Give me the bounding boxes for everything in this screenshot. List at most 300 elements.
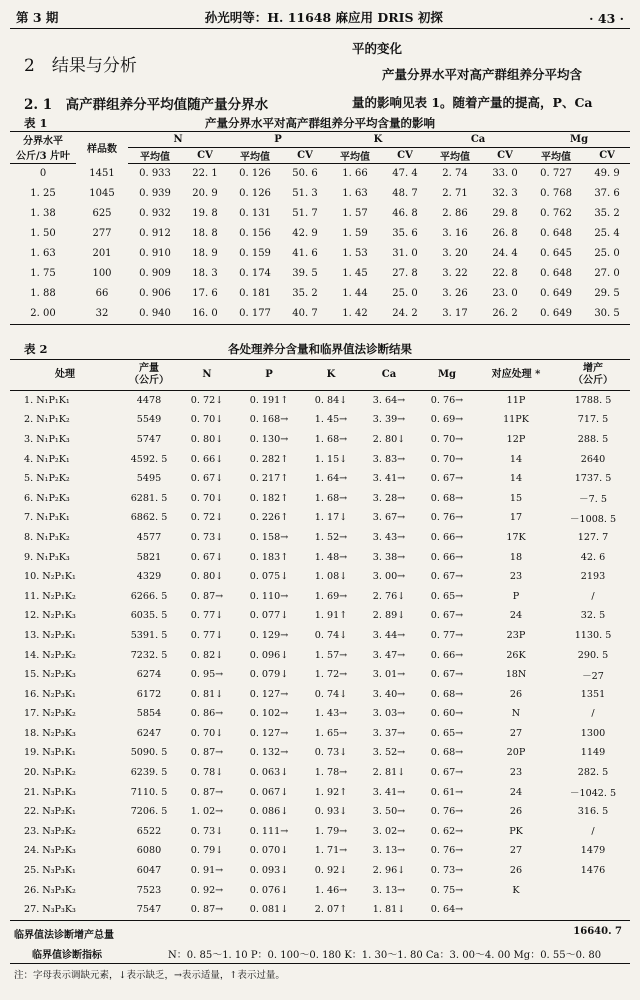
table2-cell: 6522 [136,825,162,837]
table2-cell: 1. 02→ [190,806,224,818]
table1-cell: 26. 8 [492,228,518,239]
table2-cell: 3. 13→ [372,845,406,857]
table2-cell: 18 [509,551,523,563]
table1-cell: 1. 42 [328,304,382,325]
table2-cell: 0. 67→ [430,669,464,681]
table2-cell: 0. 64→ [418,900,476,920]
table1-cell: 39. 5 [292,268,318,279]
table1-cell: 201 [92,248,112,259]
table2-cell: P [512,590,520,602]
table2-treatment: 25. N₃P₃K₁ [24,865,76,877]
table1-cell: 0. 126 [239,168,271,179]
table2-treatment: 11. N₂P₁K₂ [24,590,76,602]
table1-cell: 3. 22 [442,268,468,279]
table2-cell: 5090. 5 [130,747,168,759]
table2-cell: 0. 130→ [249,433,289,445]
issue-number: 第 3 期 [16,10,59,25]
table2-cell: 0. 69→ [430,414,464,426]
table2 [10,359,630,921]
page-number: · 43 · [589,11,624,26]
table2-row [10,861,630,881]
table1-cell: 1. 25 [30,188,56,199]
table2-cell: 0. 76→ [430,806,464,818]
table2-cell: 282. 5 [577,767,609,779]
table2-cell: 3. 38→ [372,551,406,563]
table2-treatment: 16. N₂P₃K₁ [24,688,76,700]
table2-cell: 6239. 5 [130,767,168,779]
table2-cell: 11PK [503,414,529,426]
table2-cell: 0. 66→ [430,531,464,543]
table1-cell: 41. 6 [292,248,318,259]
table2-cell: 0. 158→ [249,531,289,543]
table2-cell: 7206. 5 [130,806,168,818]
table1-cell: 1. 44 [342,288,368,299]
table1-nutrient-header: N [128,132,228,148]
table1-cell: 0. 126 [239,188,271,199]
table1-cell: 0. 910 [139,248,171,259]
table2-treatment: 10. N₂P₁K₁ [24,571,76,583]
table2-cell: 2. 89↓ [372,610,406,622]
table2-cell: 1479 [580,845,606,857]
table2-cell: 0. 070↓ [249,845,289,857]
table2-cell: 0. 72↓ [190,512,224,524]
table1-label: 表 1 [24,116,48,130]
table2-cell: 1. 81↓ [360,900,418,920]
table2-cell: 1. 48→ [314,551,348,563]
table1-cell: 0. 939 [139,188,171,199]
table2-cell: 2. 81↓ [372,767,406,779]
table1-row [10,224,630,244]
table2-cell: 5549 [136,414,162,426]
table1-cell: 35. 2 [292,288,318,299]
table2-cell: 1130. 5 [574,629,612,641]
table2-treatment: 7. N₁P₃K₁ [24,512,70,524]
table2-cell: 0. 081↓ [236,900,302,920]
table2-cell: 5821 [136,551,162,563]
table1-cell: 1. 38 [30,208,56,219]
table2-cell: 288. 5 [577,433,609,445]
table1-cell: 66 [95,288,109,299]
table1-col-level-unit: 公斤/3 片叶 [10,147,76,163]
table2-cell: 6281. 5 [130,492,168,504]
table2-header: 产量 （公斤） [120,359,178,390]
table2-header: 处理 [10,359,120,390]
table2-cell: 0. 66→ [430,551,464,563]
table1-cell: 0. 131 [239,208,271,219]
table1-sub-mean: 平均值 [328,147,382,163]
table2-cell: 0. 60→ [430,708,464,720]
table2-cell: 0. 77→ [430,629,464,641]
table2-treatment: 8. N₁P₃K₂ [24,531,70,543]
index-row [10,943,630,964]
table2-header: K [302,359,360,390]
table2-header: 增产 （公斤） [556,359,630,390]
table2-cell: 0. 65→ [430,727,464,739]
table2-cell: 2640 [580,453,606,465]
table1-cell: 0. 933 [139,168,171,179]
table2-cell: 0. 86→ [190,708,224,720]
table2-cell: 1. 45→ [314,414,348,426]
table2-cell: 0. 92→ [190,884,224,896]
table2-row [10,508,630,528]
table2-cell: 3. 41→ [372,473,406,485]
table2-cell: 1. 68→ [314,492,348,504]
table1-row [10,264,630,284]
table2-cell: －7. 5 [579,494,607,506]
table1-cell: 0. 649 [540,288,572,299]
table1-row [10,304,630,325]
table2-row [10,724,630,744]
running-header [10,0,630,29]
table1-cell: 0. 645 [540,248,572,259]
table2-row [10,645,630,665]
table1-cell: 1. 63 [30,248,56,259]
table1-cell: 2. 00 [10,304,76,325]
table1-cell: 37. 6 [594,188,620,199]
table1-cell: 3. 16 [442,228,468,239]
table2-cell: 14 [509,473,523,485]
table2-cell: 0. 127→ [249,727,289,739]
table2-cell: 0. 67→ [430,473,464,485]
table2-treatment: 4. N₁P₂K₁ [24,453,70,465]
table2-header: N [178,359,236,390]
table2-cell: 1. 46→ [314,884,348,896]
table2-cell: 3. 02→ [372,825,406,837]
table1-row [10,163,630,184]
table2-row [10,900,630,920]
table2-cell: 6080 [136,845,162,857]
table2-cell: 1. 72→ [314,669,348,681]
table1-col-samples: 样品数 [76,132,128,164]
table2-cell: 717. 5 [577,414,609,426]
table1-nutrient-header: Ca [428,132,528,148]
table2-cell: 0. 75→ [430,884,464,896]
table2-cell: 24 [509,610,523,622]
table2-cell: 0. 73↓ [190,531,224,543]
table1-cell: 0. 762 [540,208,572,219]
table1-caption-row [10,113,630,131]
table2-cell: 18N [505,669,527,681]
table2-cell: 1149 [580,747,606,759]
table2-cell: 3. 43→ [372,531,406,543]
table2-cell: 0. 93↓ [314,806,348,818]
table2-header: Mg [418,359,476,390]
table1-cell: 1. 53 [342,248,368,259]
table1-cell: 0. 906 [139,288,171,299]
table1-cell: 51. 7 [292,208,318,219]
table2-cell: 1300 [580,727,606,739]
table2-cell: 4329 [136,571,162,583]
table2-cell: 0. 70→ [430,453,464,465]
table2-cell: 7523 [136,884,162,896]
table1-nutrient-header: Mg [528,132,630,148]
table2-cell: 6274 [136,669,162,681]
table2-cell [476,900,556,920]
table2-cell: 0. 075↓ [249,571,289,583]
index-label: 临界值诊断指标 [32,949,102,961]
table2-cell: 0. 87→ [190,747,224,759]
total-value: 16640. 7 [573,925,622,937]
table2-cell: 0. 70→ [430,433,464,445]
index-value: N：0. 85～1. 10 P：0. 100～0. 180 K：1. 30～1. 80 Ca：3. 00～4. 00 Mg：0. 55～0. 80 [168,949,602,961]
table2-cell: －1042. 5 [569,788,617,800]
table2-cell: 3. 83→ [372,453,406,465]
table1-sub-mean: 平均值 [528,147,584,163]
table2-treatment: 20. N₃P₁K₂ [24,767,76,779]
table2-cell: 1. 92↑ [314,786,348,798]
table1-cell: 50. 6 [292,168,318,179]
table2-cell: 1. 78→ [314,767,348,779]
table2-cell: 0. 102→ [249,708,289,720]
table2-cell: 12P [506,433,526,445]
table1-row [10,184,630,204]
table2-treatment: 27. N₃P₃K₃ [10,900,120,920]
table1-cell: 25. 0 [392,288,418,299]
table2-cell: 4478 [136,394,162,406]
table1-nutrient-header: P [228,132,328,148]
table1-cell: 35. 6 [392,228,418,239]
table2-cell: 27 [509,727,523,739]
table2-cell: 0. 093↓ [249,865,289,877]
table2-cell: 0. 127→ [249,688,289,700]
table1-cell: 16. 0 [182,304,228,325]
table1-cell: 0. 648 [540,268,572,279]
table2-cell: 5854 [136,708,162,720]
table2-cell: －1008. 5 [569,513,617,525]
table2-cell: 3. 00→ [372,571,406,583]
table2-cell: 32. 5 [580,610,606,622]
table1-cell: 0. 932 [139,208,171,219]
table2-treatment: 24. N₃P₂K₃ [24,845,76,857]
table2-cell: 3. 28→ [372,492,406,504]
table2-cell: 0. 67→ [430,610,464,622]
table2-row [10,586,630,606]
table2-treatment: 9. N₁P₃K₃ [24,551,70,563]
table2-cell: 0. 65→ [430,590,464,602]
table2-cell: 3. 39→ [372,414,406,426]
table2-cell: 26K [506,649,526,661]
table2-cell: 7232. 5 [130,649,168,661]
table2-cell: 0. 84↓ [314,394,348,406]
table1-sub-cv: CV [382,147,428,163]
table2-cell: 1. 65→ [314,727,348,739]
table2-cell: 5495 [136,473,162,485]
table2-row [10,626,630,646]
right-subtitle: 平的变化 [352,41,403,56]
table1-cell: 27. 8 [392,268,418,279]
table2-treatment: 13. N₂P₂K₁ [24,629,76,641]
table2-treatment: 12. N₂P₁K₃ [24,610,76,622]
table2-row [10,488,630,508]
table1-row [10,284,630,304]
table1-cell: 29. 8 [492,208,518,219]
table1-cell: 32 [76,304,128,325]
table2-cell: 1. 71→ [314,845,348,857]
table1-cell: 3. 26 [442,288,468,299]
total-row [10,921,630,943]
table2-cell: 15 [509,492,523,504]
table2-cell: 0. 282↑ [249,453,289,465]
table2-cell: 7547 [120,900,178,920]
table2-cell: 23P [506,629,526,641]
table2-cell: 1351 [580,688,606,700]
table2-cell: 0. 68→ [430,688,464,700]
table2-cell: 20P [506,747,526,759]
table2-cell: 3. 64→ [372,394,406,406]
table2-cell: 5747 [136,433,162,445]
table1-cell: 1. 45 [342,268,368,279]
table2-cell: 0. 76→ [430,394,464,406]
table2-cell: 0. 68→ [430,747,464,759]
table2-row [10,841,630,861]
table2-cell: 1. 15↓ [314,453,348,465]
table2-cell: 17K [506,531,526,543]
table2-cell: 26 [509,688,523,700]
table2-cell: 2. 76↓ [372,590,406,602]
table2-cell: 0. 079↓ [249,669,289,681]
table1-cell: 0. 940 [128,304,182,325]
table2-row [10,449,630,469]
table2-cell: 6172 [136,688,162,700]
table2-cell: 24 [509,786,523,798]
table2-cell: 290. 5 [577,649,609,661]
table2-row [10,606,630,626]
table2-cell: 6266. 5 [130,590,168,602]
table2-cell: N [511,708,521,720]
table2-cell: 0. 67↓ [190,551,224,563]
table1-cell: 33. 0 [492,168,518,179]
table2-cell: 0. 70↓ [190,414,224,426]
table2-cell: 3. 03→ [372,708,406,720]
table2-cell: 0. 063↓ [249,767,289,779]
table2-cell: 0. 91→ [190,865,224,877]
table2-cell: 2. 80↓ [372,433,406,445]
subsection-title: 2. 1 高产群组养分平均值随产量分界水 [24,97,269,113]
total-label: 临界值法诊断增产总量 [14,929,114,941]
table2-cell: 3. 50→ [372,806,406,818]
table2-cell: 42. 6 [580,551,606,563]
section-title: 2 结果与分析 [24,56,137,76]
table2-header: 对应处理 * [476,359,556,390]
table2-cell: 0. 77↓ [190,610,224,622]
table1-cell: 3. 20 [442,248,468,259]
table2-treatment: 22. N₃P₂K₁ [24,806,76,818]
table2-cell: 0. 129→ [249,629,289,641]
table2-cell: 0. 168→ [249,414,289,426]
table2-cell: 3. 41→ [372,786,406,798]
table2-cell: 1. 08↓ [314,571,348,583]
table1-cell: 1. 66 [342,168,368,179]
table1-cell: 0. 649 [528,304,584,325]
table1-cell: 27. 0 [594,268,620,279]
table2-treatment: 26. N₃P₃K₂ [24,884,76,896]
table1-cell: 0. 159 [239,248,271,259]
table2-cell: 2193 [580,571,606,583]
table2-cell: 0. 73↓ [190,825,224,837]
table1-sub-cv: CV [182,147,228,163]
running-title: 孙光明等：H. 11648 麻应用 DRIS 初探 [204,10,443,25]
table2-cell: 0. 81↓ [190,688,224,700]
table1-cell: 47. 4 [392,168,418,179]
table2-cell: 2. 96↓ [372,865,406,877]
table1-cell: 0. 909 [139,268,171,279]
table2-cell: 0. 87→ [190,786,224,798]
table2-row [10,802,630,822]
table2-cell: 0. 076↓ [249,884,289,896]
table1-cell: 46. 8 [392,208,418,219]
table1-cell: 35. 2 [594,208,620,219]
table2-cell: 0. 110→ [249,590,289,602]
table1-cell: 2. 74 [442,168,468,179]
table2-cell: / [591,825,595,837]
table2-cell: 127. 7 [577,531,609,543]
table2-treatment: 5. N₁P₂K₂ [24,473,70,485]
table2-cell: 0. 79↓ [190,845,224,857]
table1-cell: 32. 3 [492,188,518,199]
table2-row [10,743,630,763]
table2-cell: 0. 77↓ [190,629,224,641]
table1-row [10,204,630,224]
table2-cell: 4592. 5 [130,453,168,465]
table2-row [10,684,630,704]
table2-treatment: 3. N₁P₁K₃ [24,433,70,445]
table2-cell [556,900,630,920]
table1-cell: 0 [39,168,47,179]
table2-cell: 3. 47→ [372,649,406,661]
table2-treatment: 21. N₃P₁K₃ [24,786,76,798]
table2-cell: K [512,884,520,896]
table2-cell: 0. 67→ [430,767,464,779]
table1-sub-mean: 平均值 [428,147,482,163]
table1-cell: 22. 8 [492,268,518,279]
table2-cell: 1. 43→ [314,708,348,720]
table1-cell: 31. 0 [392,248,418,259]
table1-cell: 1451 [89,167,115,179]
table2-cell: 0. 111→ [249,825,289,837]
table1-cell: 1. 59 [342,228,368,239]
table2-row [10,665,630,685]
table1-cell: 26. 2 [482,304,528,325]
table2-cell: 0. 80↓ [190,571,224,583]
table2-cell: 0. 66→ [430,649,464,661]
table2-cell: 1. 17↓ [314,512,348,524]
table1-cell: 42. 9 [292,228,318,239]
table2-cell: 0. 82↓ [190,649,224,661]
table1-cell: 0. 156 [239,228,271,239]
table1-cell: 0. 174 [239,268,271,279]
table1 [10,131,630,325]
table2-cell: 0. 086↓ [249,806,289,818]
table2-cell: 0. 95→ [190,669,224,681]
table2-cell: 2. 07↑ [302,900,360,920]
table1-cell: 1. 88 [30,288,56,299]
table2-cell: 14 [509,453,523,465]
table2-row [10,430,630,450]
table1-cell: 17. 6 [192,288,218,299]
table1-cell: 18. 8 [192,228,218,239]
table2-treatment: 18. N₂P₃K₃ [24,727,76,739]
table1-cell: 48. 7 [392,188,418,199]
table2-cell: 3. 52→ [372,747,406,759]
table1-cell: 51. 3 [292,188,318,199]
table2-row [10,704,630,724]
table2-cell: 7110. 5 [130,786,168,798]
table2-cell: 0. 132→ [249,747,289,759]
table1-cell: 49. 9 [594,168,620,179]
table2-cell: 23 [509,571,523,583]
right-text-line1: 产量分界水平对高产群组养分平均含 [382,67,583,82]
table2-cell: 3. 37→ [372,727,406,739]
